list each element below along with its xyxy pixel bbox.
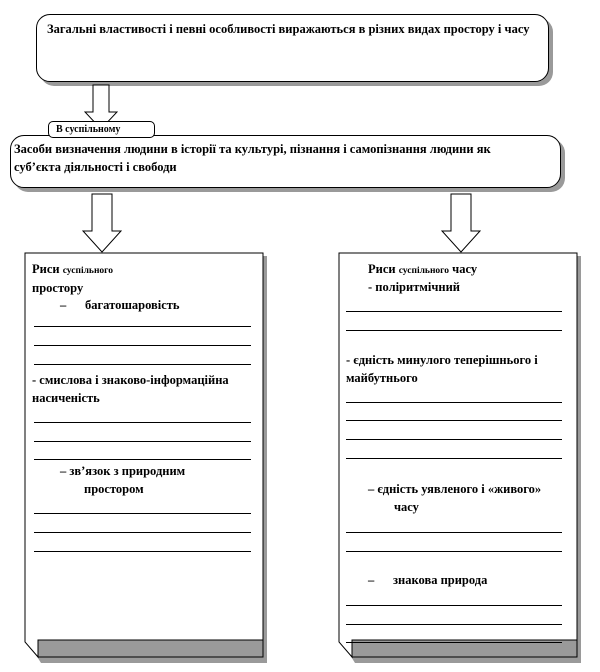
left-doc-line — [34, 459, 251, 460]
right-doc-line — [346, 624, 562, 625]
right-doc-line — [346, 532, 562, 533]
right-doc-title-small: суспільного — [398, 266, 450, 276]
down-arrow-left — [82, 193, 122, 253]
right-doc-item-4: – знакова природа — [368, 573, 488, 587]
right-doc-title-main: Риси — [368, 262, 396, 276]
right-doc-item-3 — [368, 480, 548, 516]
left-doc-title-main: Риси — [32, 262, 60, 276]
right-doc-line — [346, 420, 562, 421]
left-doc-line — [34, 326, 251, 327]
middle-box-tag-text: В суспільному — [56, 124, 121, 135]
left-doc-line — [34, 513, 251, 514]
right-doc-line — [346, 551, 562, 552]
left-doc-title-line2: простору — [32, 281, 84, 295]
left-doc-title-small: суспільного — [62, 266, 114, 276]
left-doc-title — [32, 260, 113, 280]
left-doc-item-3 — [60, 462, 240, 498]
right-doc-item-3-text: – єдність уявленого і «живого» часу — [368, 482, 542, 514]
right-doc-line — [346, 402, 562, 403]
right-doc-line — [346, 439, 562, 440]
down-arrow-right — [441, 193, 481, 253]
right-doc-item-2: - єдність минулого теперішнього і майбутнього — [346, 353, 538, 385]
left-doc-line — [34, 345, 251, 346]
middle-box-text: Засоби визначення людини в історії та культурі, пізнання і самопізнання людини як суб’єкта діяльності і свободи — [14, 142, 491, 174]
right-doc-line — [346, 330, 562, 331]
left-doc-item-1: – багатошаровість — [60, 298, 180, 312]
left-doc-line — [34, 551, 251, 552]
right-doc-line — [346, 311, 562, 312]
left-doc-line — [34, 422, 251, 423]
left-doc-item-2: - смислова і знаково-інформаційна насиченість — [32, 373, 229, 405]
left-doc-line — [34, 441, 251, 442]
right-doc-line — [346, 605, 562, 606]
left-doc-item-3-text: – зв’язок з природним простором — [60, 464, 186, 496]
left-doc-line — [34, 532, 251, 533]
right-doc-line — [346, 458, 562, 459]
right-doc-title-end: часу — [452, 262, 478, 276]
right-doc-title — [368, 260, 477, 280]
left-doc-line — [34, 364, 251, 365]
right-doc-line — [346, 642, 562, 643]
right-doc-item-1: - поліритмічний — [368, 280, 460, 294]
top-box-text: Загальні властивості і певні особливості виражаються в різних видах простору і часу — [47, 22, 530, 36]
